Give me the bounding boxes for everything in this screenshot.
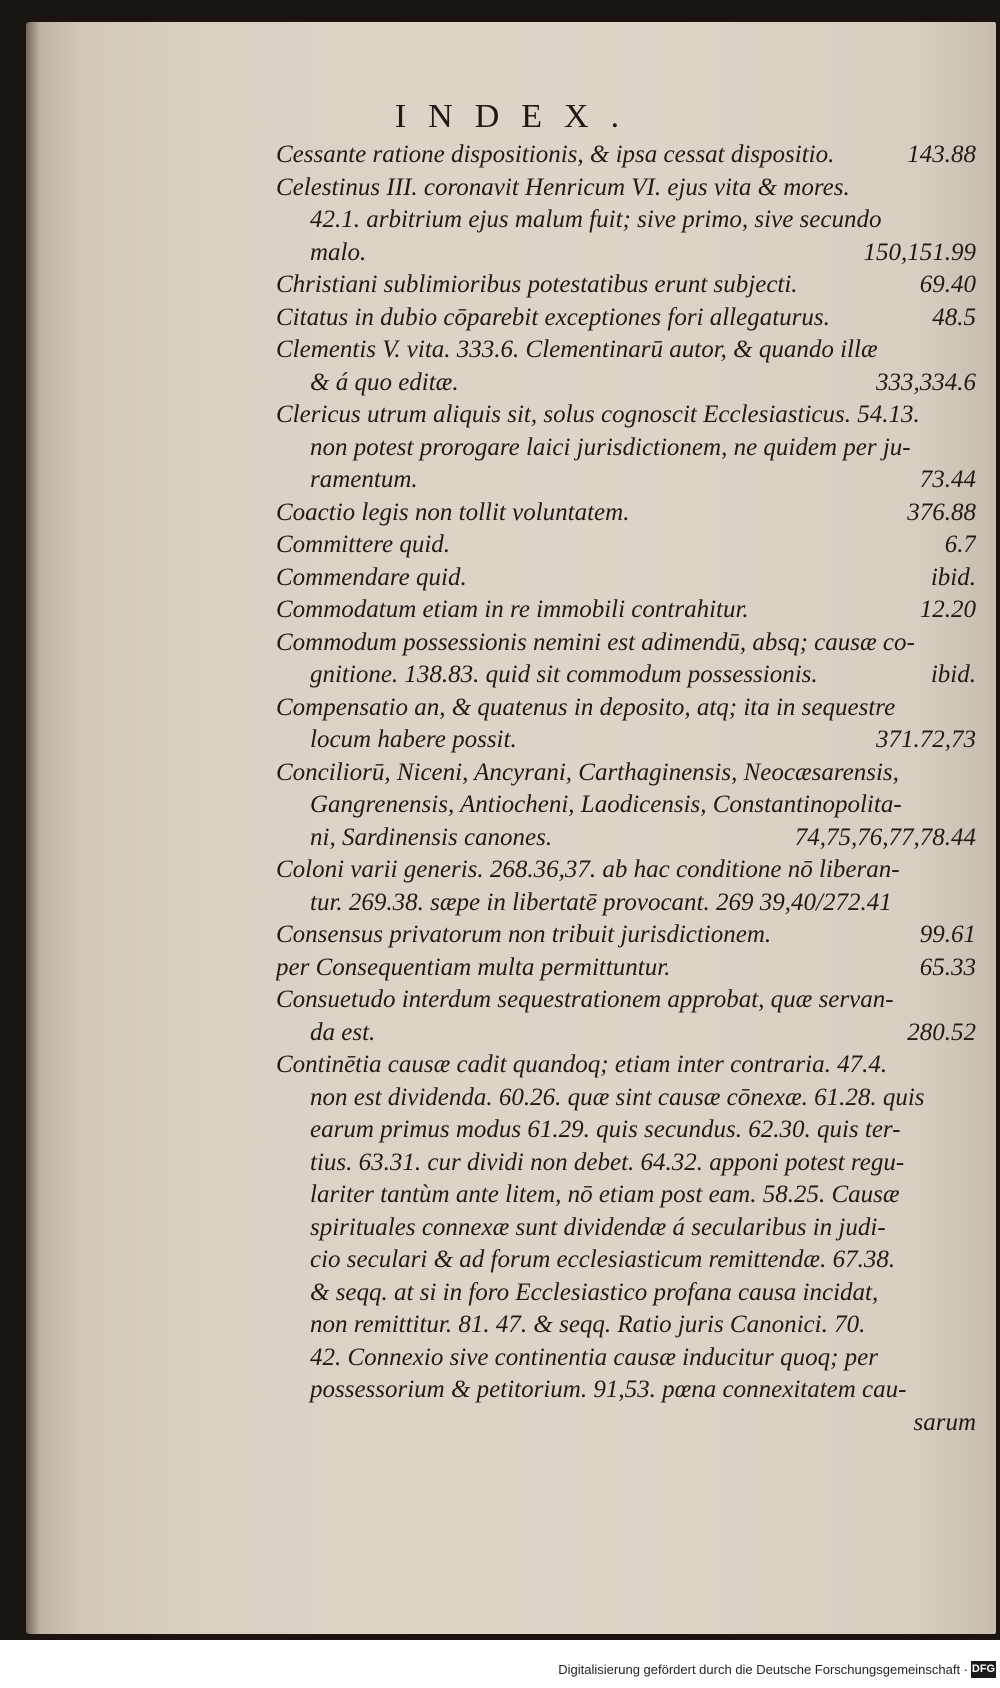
entry-text: locum habere possit.: [310, 726, 517, 753]
entry-line: [276, 1342, 976, 1375]
entry-text: 42.1. arbitrium ejus malum fuit; sive primo, sive secundo: [310, 206, 882, 233]
entry-line: [276, 1374, 976, 1407]
entry-line: [276, 984, 976, 1017]
entry-text: possessorium & petitorium. 91,53. pœna connexitatem cau-: [310, 1376, 907, 1403]
entry-line: [276, 302, 976, 335]
page-reference: ibid.: [930, 661, 976, 688]
entry-text: per Consequentiam multa permittuntur.: [276, 953, 671, 981]
entry-line: [276, 529, 976, 562]
entry-line: [276, 854, 976, 887]
index-entry: [276, 594, 976, 627]
index-entry: [276, 692, 976, 757]
entry-text: tius. 63.31. cur dividi non debet. 64.32. apponi potest regu-: [310, 1148, 905, 1176]
entry-text: cio seculari & ad forum ecclesiasticum remittendæ. 67.38.: [310, 1246, 896, 1273]
entry-text: Commodum possessionis nemini est adimendū, absq; causæ co-: [276, 628, 915, 656]
page-reference: 143.88: [907, 141, 976, 168]
dfg-logo: DFG: [971, 1661, 996, 1678]
entry-text: Christiani sublimioribus potestatibus erunt subjecti.: [276, 271, 798, 298]
entry-line: [276, 464, 976, 497]
index-entry: [276, 919, 976, 952]
entry-line: [276, 367, 976, 400]
entry-line: [276, 594, 976, 627]
entry-text: Conciliorū, Niceni, Ancyrani, Carthaginensis, Neocæsarensis,: [276, 758, 899, 786]
page-reference: 69.40: [919, 271, 976, 298]
spine-shadow: [26, 22, 40, 1634]
entry-line: [276, 952, 976, 985]
entry-line: [276, 1244, 976, 1277]
entry-line: [276, 204, 976, 237]
page-reference: 48.5: [932, 303, 976, 331]
entry-line: [276, 269, 976, 302]
entry-line: [276, 139, 976, 172]
entry-text: malo.: [310, 238, 367, 266]
page-header: INDEX.: [394, 98, 642, 135]
index-entry: [276, 139, 976, 172]
entry-text: non remittitur. 81. 47. & seqq. Ratio juris Canonici. 70.: [310, 1311, 866, 1338]
entry-line: [276, 659, 976, 692]
entry-line: [276, 1049, 976, 1082]
entry-line: [276, 432, 976, 465]
entry-text: non est dividenda. 60.26. quæ sint causæ cōnexæ. 61.28. quis: [310, 1083, 925, 1111]
entry-text: sarum: [913, 1408, 976, 1436]
entry-line: [276, 1147, 976, 1180]
entry-text: Consensus privatorum non tribuit jurisdictionem.: [276, 921, 772, 948]
page-reference: 371.72,73: [876, 726, 976, 753]
index-entry: [276, 334, 976, 399]
entry-line: [276, 237, 976, 270]
entry-text: Gangrenensis, Antiocheni, Laodicensis, Constantinopolita-: [310, 791, 902, 818]
funding-credit: Digitalisierung gefördert durch die Deutsche Forschungsgemeinschaft ·: [558, 1662, 968, 1677]
index-entries: [276, 139, 976, 1439]
entry-text: Commodatum etiam in re immobili contrahitur.: [276, 596, 749, 623]
entry-line: [276, 724, 976, 757]
entry-line: [276, 757, 976, 790]
entry-text: Clementis V. vita. 333.6. Clementinarū autor, & quando illæ: [276, 336, 878, 363]
index-entry: [276, 854, 976, 919]
entry-line: [276, 1179, 976, 1212]
index-entry: [276, 269, 976, 302]
entry-text: gnitione. 138.83. quid sit commodum possessionis.: [310, 661, 818, 688]
entry-text: spirituales connexæ sunt dividendæ á secularibus in judi-: [310, 1213, 886, 1241]
entry-text: Clericus utrum aliquis sit, solus cognoscit Ecclesiasticus. 54.13.: [276, 401, 920, 428]
index-entry: [276, 757, 976, 855]
entry-text: Cessante ratione dispositionis, & ipsa cessat dispositio.: [276, 141, 835, 168]
entry-line: [276, 1017, 976, 1050]
index-entry: [276, 529, 976, 562]
entry-text: & seqq. at si in foro Ecclesiastico profana causa incidat,: [310, 1278, 879, 1306]
entry-line: [276, 822, 976, 855]
index-entry: [276, 399, 976, 497]
entry-line: [276, 1114, 976, 1147]
page-reference: 12.20: [919, 596, 976, 623]
entry-line: [276, 1082, 976, 1115]
entry-line: [276, 1407, 976, 1440]
entry-line: [276, 1212, 976, 1245]
page-reference: ibid.: [930, 563, 976, 591]
entry-line: [276, 789, 976, 822]
entry-text: Consuetudo interdum sequestrationem approbat, quæ servan-: [276, 986, 894, 1013]
entry-line: [276, 562, 976, 595]
entry-text: Committere quid.: [276, 531, 451, 558]
entry-text: Commendare quid.: [276, 563, 467, 591]
entry-line: [276, 399, 976, 432]
entry-text: da est.: [310, 1018, 376, 1046]
entry-line: [276, 1277, 976, 1310]
page-reference: 99.61: [919, 921, 976, 948]
index-entry: [276, 627, 976, 692]
page-reference: 65.33: [919, 953, 976, 981]
entry-line: [276, 172, 976, 205]
index-entry: [276, 562, 976, 595]
page-reference: 376.88: [907, 498, 976, 526]
page-reference: 73.44: [919, 466, 976, 493]
entry-line: [276, 887, 976, 920]
index-entry: [276, 1049, 976, 1439]
entry-text: Celestinus III. coronavit Henricum VI. ejus vita & mores.: [276, 173, 850, 201]
entry-line: [276, 1309, 976, 1342]
entry-line: [276, 692, 976, 725]
entry-text: Continētia causæ cadit quandoq; etiam inter contraria. 47.4.: [276, 1051, 888, 1078]
page-reference: 280.52: [907, 1018, 976, 1046]
page-reference: 333,334.6: [876, 368, 976, 396]
index-entry: [276, 952, 976, 985]
page-reference: 150,151.99: [863, 238, 976, 266]
entry-text: Coloni varii generis. 268.36,37. ab hac conditione nō liberan-: [276, 856, 900, 883]
page-reference: 74,75,76,77,78.44: [794, 823, 976, 851]
index-entry: [276, 302, 976, 335]
entry-text: earum primus modus 61.29. quis secundus. 62.30. quis ter-: [310, 1116, 901, 1143]
index-entry: [276, 172, 976, 270]
entry-line: [276, 497, 976, 530]
index-entry: [276, 497, 976, 530]
index-entry: [276, 984, 976, 1049]
entry-text: Citatus in dubio cōparebit exceptiones fori allegaturus.: [276, 303, 830, 331]
entry-text: 42. Connexio sive continentia causæ inducitur quoq; per: [310, 1343, 878, 1371]
entry-text: Compensatio an, & quatenus in deposito, atq; ita in sequestre: [276, 693, 896, 721]
entry-text: ramentum.: [310, 466, 418, 493]
entry-line: [276, 627, 976, 660]
entry-text: ni, Sardinensis canones.: [310, 823, 553, 851]
entry-text: tur. 269.38. sæpe in libertatē provocant. 269 39,40/272.41: [310, 888, 892, 916]
entry-line: [276, 334, 976, 367]
page-reference: 6.7: [944, 531, 976, 558]
entry-text: & á quo editæ.: [310, 368, 459, 396]
entry-line: [276, 919, 976, 952]
entry-text: Coactio legis non tollit voluntatem.: [276, 498, 630, 526]
entry-text: lariter tantùm ante litem, nō etiam post eam. 58.25. Causæ: [310, 1181, 900, 1208]
footer-bar: [0, 1660, 1000, 1688]
entry-text: non potest prorogare laici jurisdictionem, ne quidem per ju-: [310, 433, 911, 461]
